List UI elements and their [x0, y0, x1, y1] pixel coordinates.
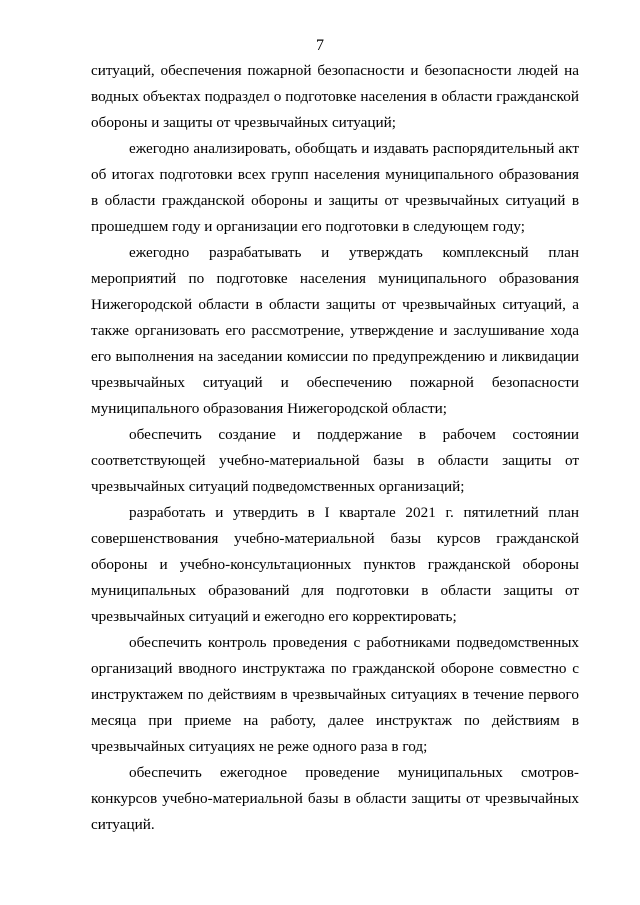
paragraph-continuation: ситуаций, обеспечения пожарной безопасности и безопасности людей на водных объектах подраздел о подготовке населения в области гражданской обороны и защиты от чрезвычайных ситуаций; — [91, 62, 579, 131]
paragraph: обеспечить ежегодное проведение муниципальных смотров-конкурсов учебно-материальной базы в области защиты от чрезвычайных ситуаций. — [91, 764, 579, 833]
paragraph: ежегодно разрабатывать и утверждать комплексный план мероприятий по подготовке населения муниципального образования Нижегородской области в области защиты от чрезвычайных ситуаций, а также организовать его рассмотрение, утверждение и заслушивание хода его выполнения на заседании комиссии по предупреждению и ликвидации чрезвычайных ситуаций и обеспечению пожарной безопасности муниципального образования Нижегородской области; — [91, 244, 579, 417]
document-body — [91, 58, 579, 838]
paragraph: разработать и утвердить в I квартале 2021 г. пятилетний план совершенствования учебно-материальной базы курсов гражданской обороны и учебно-консультационных пунктов гражданской обороны муниципальных образований для подготовки в области защиты от чрезвычайных ситуаций и ежегодно его корректировать; — [91, 504, 579, 625]
paragraph: ежегодно анализировать, обобщать и издавать распорядительный акт об итогах подготовки всех групп населения муниципального образования в области гражданской обороны и защиты от чрезвычайных ситуаций в прошедшем году и организации его подготовки в следующем году; — [91, 140, 579, 235]
paragraph: обеспечить контроль проведения с работниками подведомственных организаций вводного инструктажа по гражданской обороне совместно с инструктажем по действиям в чрезвычайных ситуациях в течение первого месяца при приеме на работу, далее инструктаж по действиям в чрезвычайных ситуациях не реже одного раза в год; — [91, 634, 579, 755]
paragraph: обеспечить создание и поддержание в рабочем состоянии соответствующей учебно-материальной базы в области защиты от чрезвычайных ситуаций подведомственных организаций; — [91, 426, 579, 495]
page-number: 7 — [316, 37, 324, 54]
